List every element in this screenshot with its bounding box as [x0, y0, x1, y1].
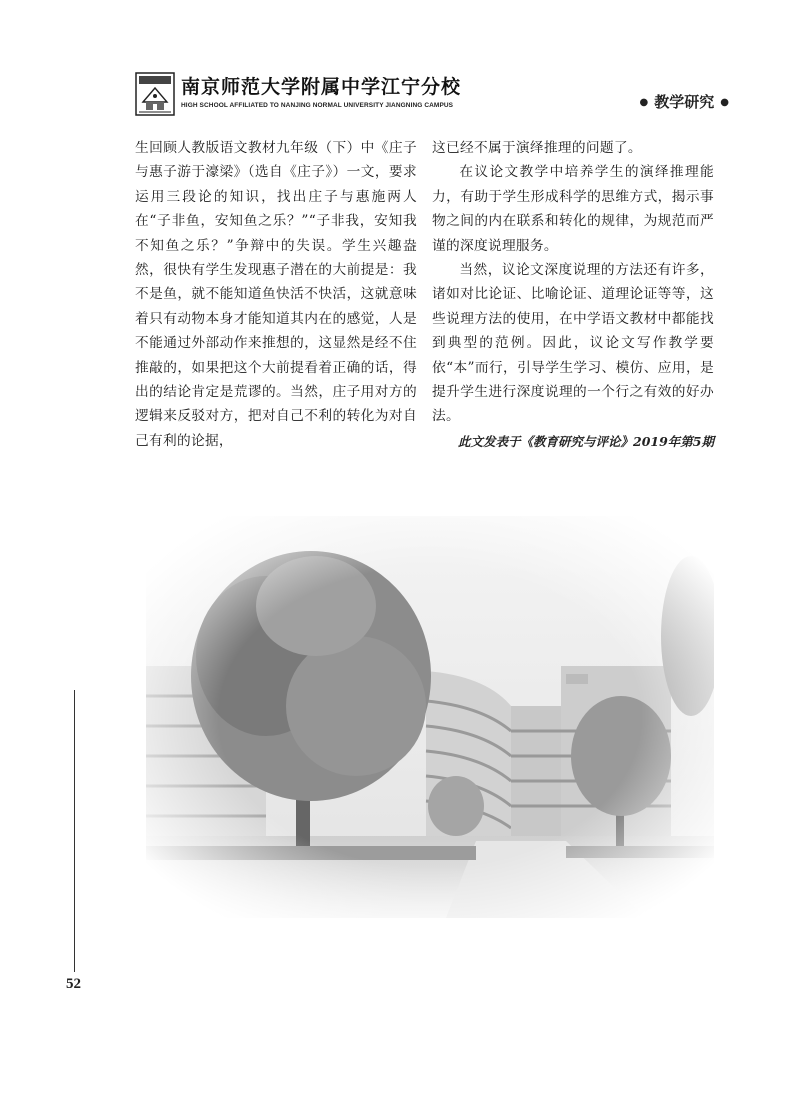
page-number: 52 [66, 976, 81, 992]
publication-note: 此文发表于《教育研究与评论》2019年第5期 [458, 433, 714, 449]
school-name: 南京师范大学附属中学江宁分校 [181, 76, 462, 98]
body-paragraph: 当然，议论文深度说理的方法还有许多，诸如对比论证、比喻论证、道理论证等等，这些说理方法的使用，在中学语文教材中都能找到典型的范例。因此，议论文写作教学要依“本”而行，引导学生学习、模仿、应用，是提升学生进行深度说理的一个行之有效的好办法。 [432, 262, 714, 425]
school-emblem-icon [135, 72, 175, 116]
left-text-column [135, 136, 417, 453]
section-label [634, 91, 735, 112]
body-paragraph: 这已经不属于演绎推理的问题了。 [432, 140, 642, 156]
margin-rule [74, 690, 75, 972]
bullet-icon: ● [639, 97, 649, 108]
page-header [135, 68, 735, 118]
right-text-column [432, 136, 714, 454]
campus-photo [146, 516, 714, 918]
body-paragraph: 生回顾人教版语文教材九年级（下）中《庄子与惠子游于濠梁》（选自《庄子》）一文，要求运用三段论的知识，找出庄子与惠施两人在“子非鱼，安知鱼之乐？”“子非我，安知我不知鱼之乐？”争辩中的失误。学生兴趣盎然，很快有学生发现惠子潜在的大前提是：我不是鱼，就不能知道鱼快活不快活，这就意味着只有动物本身才能知道其内在的感觉，人是不能通过外部动作来推想的，这显然是经不住推敲的，如果把这个大前提看着正确的话，得出的结论肯定是荒谬的。当然，庄子用对方的逻辑来反驳对方，把对自己不利的转化为对自己有利的论据， [135, 140, 417, 449]
section-title: 教学研究 [654, 93, 715, 111]
bullet-icon: ● [720, 97, 729, 108]
school-name-english: HIGH SCHOOL AFFILIATED TO NANJING NORMAL UNIVERSITY JIANGNING CAMPUS [181, 102, 454, 109]
body-paragraph: 在议论文教学中培养学生的演绎推理能力，有助于学生形成科学的思维方式，揭示事物之间的内在联系和转化的规律，为规范而严谨的深度说理服务。 [432, 164, 714, 254]
